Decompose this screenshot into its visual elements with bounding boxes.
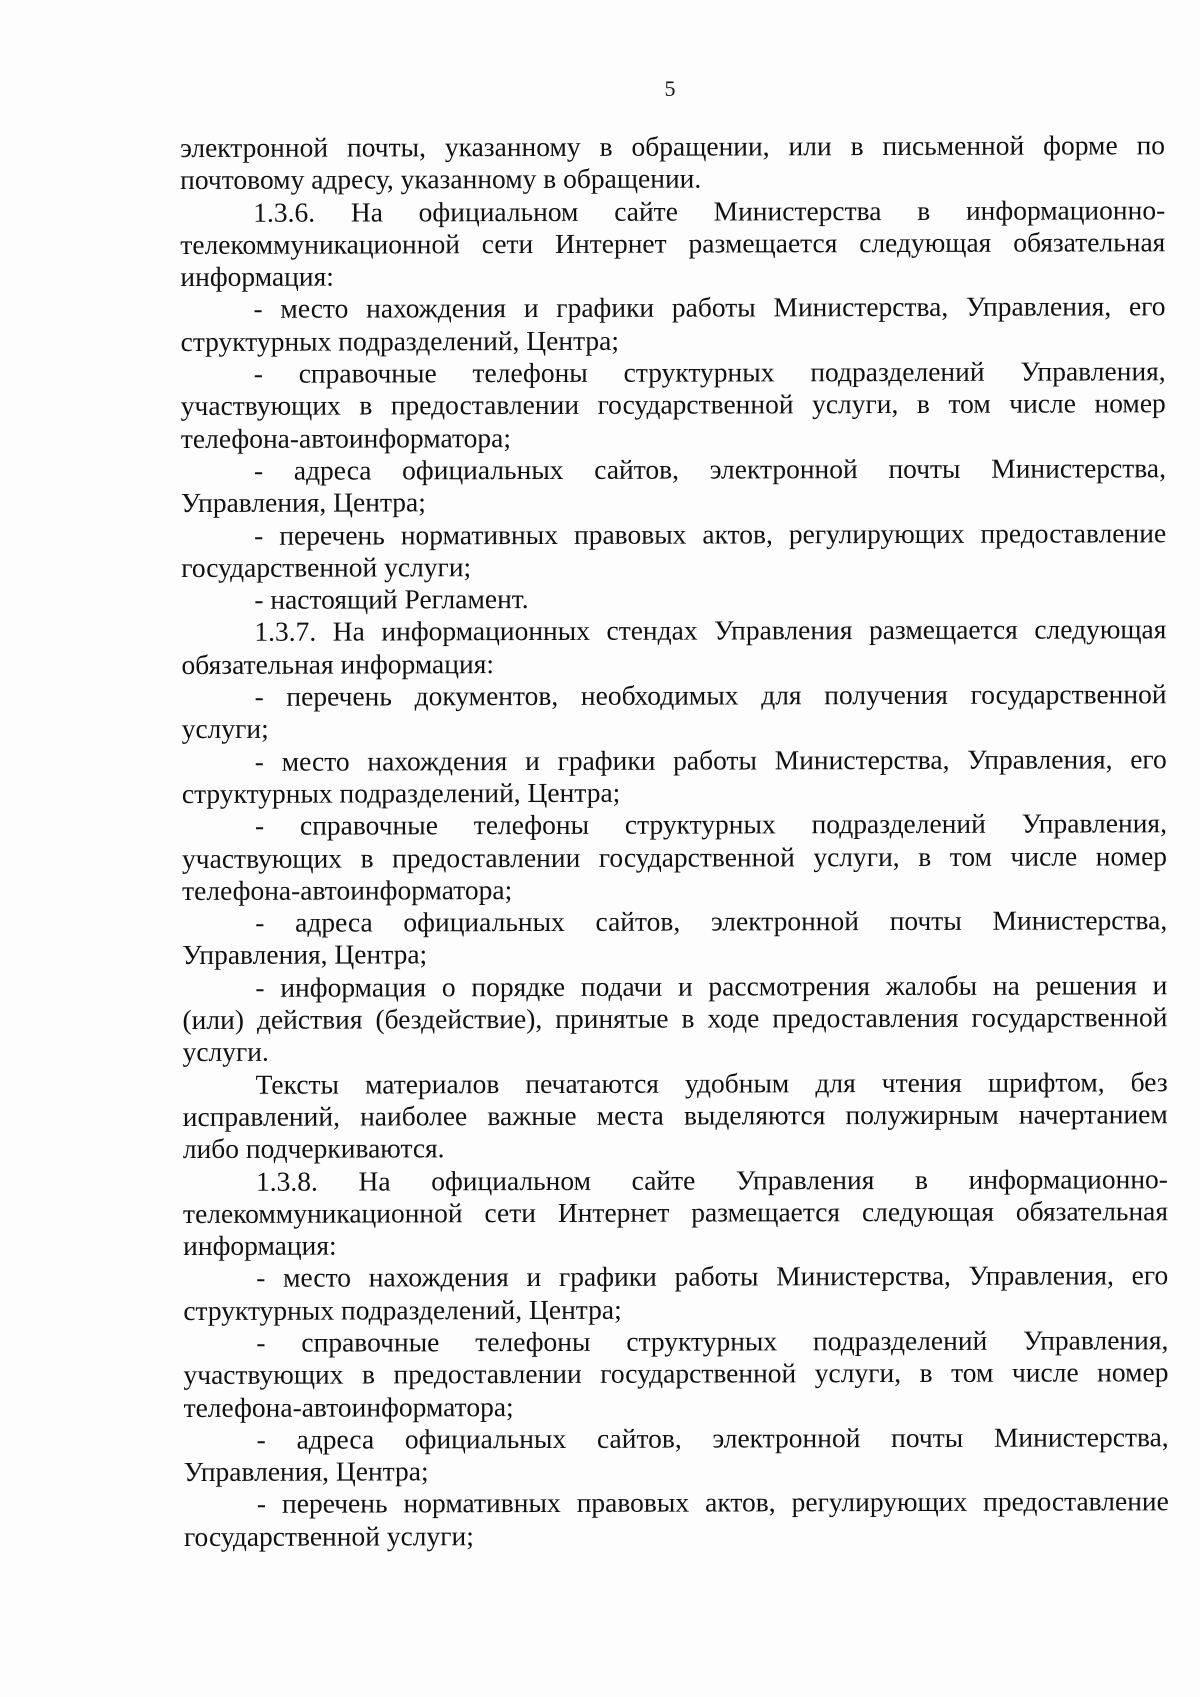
text-line: - перечень нормативных правовых актов, регулирующих предоставление <box>256 1485 1169 1520</box>
text-line: Управления, Центра; <box>183 1455 429 1488</box>
text-line: почтовому адресу, указанному в обращении. <box>180 162 702 196</box>
text-line: услуги; <box>181 713 269 745</box>
text-line: структурных подразделений, Центра; <box>181 776 621 809</box>
page-number: 5 <box>664 76 676 101</box>
text-line: телефона-автоинформатора; <box>182 873 513 906</box>
document-body <box>180 129 1169 1553</box>
text-line: структурных подразделений, Центра; <box>180 324 620 357</box>
text-line: - адреса официальных сайтов, электронной почты Министерства, <box>253 452 1166 486</box>
text-line: - перечень нормативных правовых актов, регулирующих предоставление <box>254 516 1167 551</box>
text-line: (или) действия (бездействие), принятые в ходе предоставления государственной <box>182 1001 1168 1036</box>
text-line: Управления, Центра; <box>182 938 428 971</box>
text-line: участвующих в предоставлении государственной услуги, в том числе номер <box>183 1356 1169 1391</box>
text-line: телекоммуникационной сети Интернет размещается следующая обязательная <box>182 1195 1169 1229</box>
text-line: - место нахождения и графики работы Министерства, Управления, его <box>254 742 1167 777</box>
text-line: телефона-автоинформатора; <box>183 1390 514 1423</box>
text-line: - информация о порядке подачи и рассмотрения жалобы на решения и <box>255 968 1168 1003</box>
text-line: телекоммуникационной сети Интернет размещается следующая обязательная <box>180 226 1166 260</box>
text-line: 1.3.6. На официальном сайте Министерства в информационно- <box>253 193 1166 228</box>
text-line: - место нахождения и графики работы Министерства, Управления, его <box>253 290 1166 325</box>
text-line: - адреса официальных сайтов, электронной почты Министерства, <box>256 1421 1169 1455</box>
text-line: электронной почты, указанному в обращении, или в письменной форме по <box>180 129 1166 163</box>
text-line: Тексты материалов печатаются удобным для чтения шрифтом, без <box>255 1065 1168 1100</box>
text-line: участвующих в предоставлении государственной услуги, в том числе номер <box>181 839 1168 874</box>
text-line: 1.3.7. На информационных стендах Управления размещается следующая <box>254 613 1167 648</box>
text-line: - справочные телефоны структурных подразделений Управления, <box>256 1324 1169 1358</box>
text-line: информация: <box>183 1229 337 1262</box>
text-line: - справочные телефоны структурных подразделений Управления, <box>254 807 1167 842</box>
text-line: информация: <box>180 260 334 293</box>
text-line: - справочные телефоны структурных подразделений Управления, <box>253 355 1166 389</box>
text-line: государственной услуги; <box>183 1519 474 1552</box>
text-line: либо подчеркиваются. <box>182 1132 445 1165</box>
text-line: 1.3.8. На официальном сайте Управления в информационно- <box>255 1162 1168 1197</box>
text-line: - перечень документов, необходимых для получения государственной <box>254 678 1167 712</box>
text-line: услуги. <box>182 1036 269 1068</box>
text-line: телефона-автоинформатора; <box>180 421 512 454</box>
text-line: участвующих в предоставлении государственной услуги, в том числе номер <box>180 387 1166 422</box>
text-line: государственной услуги; <box>181 551 472 583</box>
text-line: обязательная информация: <box>181 647 495 680</box>
text-line: - настоящий Регламент. <box>254 583 529 615</box>
text-line: - место нахождения и графики работы Министерства, Управления, его <box>256 1259 1169 1294</box>
text-line: - адреса официальных сайтов, электронной почты Министерства, <box>255 904 1168 938</box>
text-line: Управления, Центра; <box>180 486 426 519</box>
text-line: структурных подразделений, Центра; <box>183 1293 622 1326</box>
text-line: исправлений, наиболее важные места выделяются полужирным начертанием <box>182 1098 1168 1132</box>
